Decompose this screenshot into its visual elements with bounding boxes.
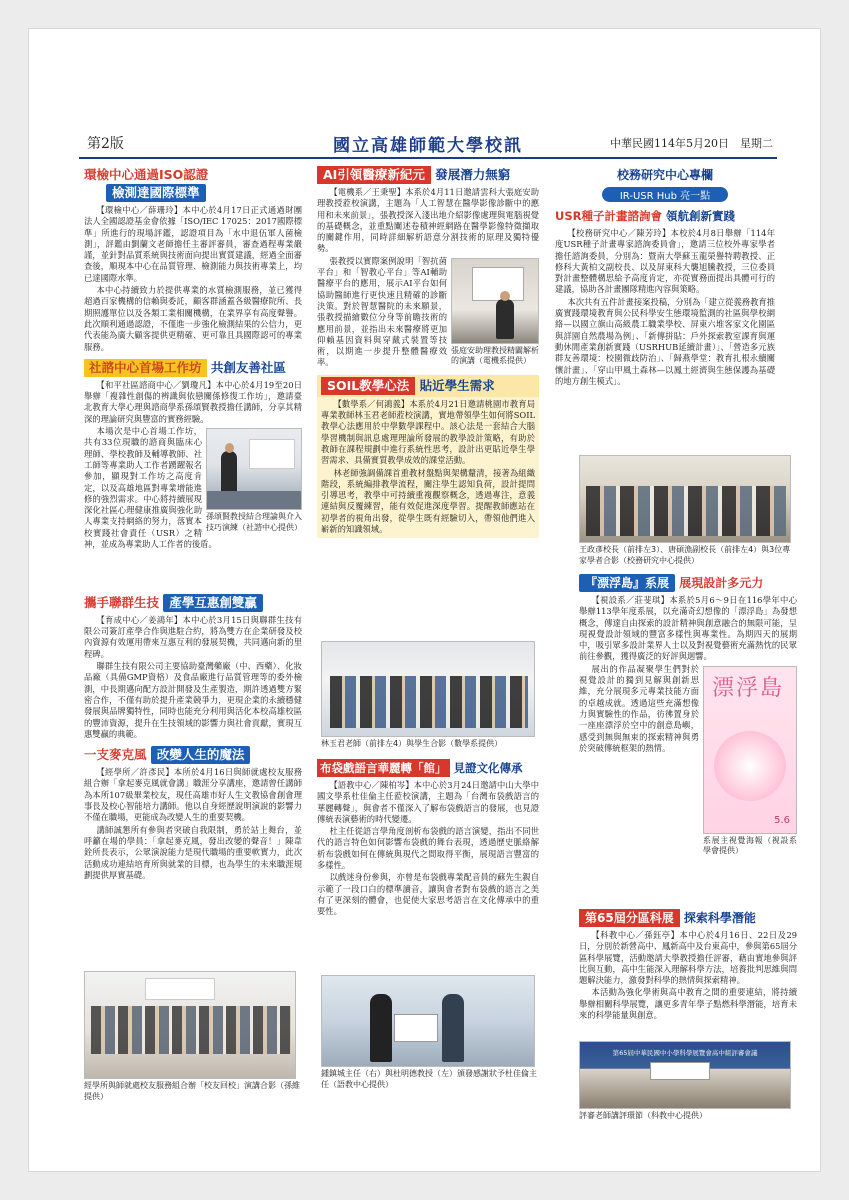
barley-headline-a: 一支麥克風 xyxy=(84,747,147,763)
paragraph: 展出的作品凝聚學生們對於視覺設計的獨到見解與創新思維，充分展現多元專業技能方面的卓越成就。透過這些充滿想像力與實驗性的作品，彷彿置身於一座座漂浮於空中的創意島嶼，感受到無與無束的探索精神與勇於突破傳統框架的熱情。 xyxy=(579,663,699,753)
paragraph: 本場次是中心首場工作坊，共有33位現職的諮商與臨床心理師、學校教師及輔導教師、社工師等專業助人工作者踴躍報名參加，顯現對工作坊之高度肯定，以及高雄地區對專業增能進修的強烈需求。中心將持續展現深化社區心理健康推廣與強化助人專業支持網絡的努力，落實本校實踐社會責任（USR）之精神，並成為專業助人工作者的後盾。 xyxy=(84,426,217,550)
puppet-article xyxy=(317,759,539,919)
soil-photo-block xyxy=(321,641,539,750)
paragraph: 【校務研究中心／陳芳玲】本校於4月8日舉辦「114年度USR種子計畫專家諮詢委員會」，邀請三位校外專家學者擔任諮詢委員，分別為：暨南大學蘇玉龍榮譽特聘教授、正修科大黃柏文副校長、以及屏東科大襲旭騰教授，三位委員對計畫整體構思給予高度肯定，亦從實務面提出具體可行的建議，協助各計畫團隊精進內容與策略。 xyxy=(555,228,775,295)
social-headline xyxy=(84,359,302,377)
paragraph: 【電機系／王秉聖】本系於4月11日邀請雲科大張庭安助理教授蒞校演講，主題為「人工智慧在醫學影像診斷中的應用和未來前景」，張教授深入淺出地介紹影像處理與電腦視覺的基礎概念，並重點闡述卷積神經網路在醫學影像特徵擷取的關鍵作用，同時詳細解析語意分割技術的原理及獨特優勢。 xyxy=(317,187,539,254)
science-headline-b: 探索科學潛能 xyxy=(683,911,756,925)
science-article xyxy=(579,909,797,1022)
social-body xyxy=(84,380,302,588)
paragraph: 【環檢中心／薛珊玲】本中心於4月17日正式通過財團法人全國認證基金會依據「ISO/IEC 17025：2017國際標準」所進行的現場評鑑，認證項目為「水中退伍軍人菌檢測」，評鑑由劉蘭文老師擔任主審評審員，審查過程專業嚴謹，並針對品質系統與技術面向提出實質建議，經過全面審查後，順現本中心在品質管理、檢測能力與技術專業上，均已達國際水準。 xyxy=(84,205,302,283)
iso-headline-b: 檢測達國際標準 xyxy=(106,184,206,202)
paragraph: 林老師強調備課首重教材盤點與架構釐清，接著為組織階段，系統編排教學流程，關注學生認知負荷，設計提問引導思考，教學中可持續重複觀察概念，透過專注，意義連結與反覆練習，能有效促進深度學習。提醒教師應站在初學者的視角出發，從學生既有經驗切入，帶領他們進入嶄新的知識領域。 xyxy=(321,467,535,535)
right-column xyxy=(555,166,775,388)
ai-photo-block xyxy=(451,258,539,370)
usr-banner-title: 校務研究中心專欄 xyxy=(616,168,713,182)
soil-headline xyxy=(317,375,539,397)
iso-body xyxy=(84,205,302,353)
usr-photo xyxy=(579,455,791,543)
drift-headline-b: 展現設計多元力 xyxy=(679,576,764,590)
paragraph: 【和平社區諮商中心／劉瓊凡】本中心於4月19至20日舉辦「複雜性創傷的辨識與依戀關係修復工作坊」，邀請臺北教育大學心理與諮商學系孫頌賢教授擔任講師，分享其精深的理論研究與豐富的實務經驗。 xyxy=(84,379,302,424)
paper-title: 國立高雄師範大學校訊 xyxy=(333,136,523,156)
drift-poster-title: 漂浮島 xyxy=(712,675,785,701)
ai-caption: 張庭安助理教授精闢解析的演講（電機系提供） xyxy=(451,345,539,366)
soil-body xyxy=(317,397,539,539)
social-headline-b: 共創友善社區 xyxy=(210,359,286,375)
paragraph: 張教授以實際案例說明「智抗菌平台」和「智教心平台」等AI輔助醫療平台的應用，展示AI平台如何協助醫師進行更快速且精確的診斷決策。對於智慧醫院的未來願景，張教授描繪數位分身等前瞻技術的應用前景，並指出未來醫療將更加仰賴基因資料與穿戴式裝置等技術，以期進一步提升整體醫療效率。 xyxy=(317,255,447,368)
puppet-photo-block xyxy=(321,975,539,1090)
ai-photo xyxy=(451,258,539,344)
soil-caption: 林玉君老師（前排左4）與學生合影（數學系提供） xyxy=(321,739,503,748)
usr-headline-b: 領航創新實踐 xyxy=(666,209,735,223)
middle-column xyxy=(317,166,539,538)
usr-banner xyxy=(555,166,775,203)
paragraph: 【育成中心／姜鴻年】本中心於3月15日與聯群生技有限公司簽訂產學合作與進駐合約，將為雙方在企業研發及校內資源有效運用帶來互惠互利的發展契機，共同邁向新的里程碑。 xyxy=(84,614,302,659)
paragraph: 杜主任從語言學角度剖析布袋戲的語言演變，指出不同世代的語言特色如何影響布袋戲的舞台表現，透過歷史脈絡解析布袋戲如何在傳統與現代之間取得平衡，展現語言豐富的多樣性。 xyxy=(317,826,539,871)
science-body xyxy=(579,930,797,1021)
newspaper-page xyxy=(28,28,821,1172)
drift-poster-block xyxy=(703,666,797,862)
paragraph: 【數學系／何鴻義】本系於4月21日邀請桃園市教育局專業教師林玉君老師蒞校演講，實地帶領學生如何將SOIL教學心法應用於中學數學課程中。該心法是一套結合大腦學習機制與訊息處理理論所發展的教學設計策略，有助於教師在課程規劃中進行系統性思考，設計出更貼近學生學習需求、具備實質教學成效的課堂活動。 xyxy=(321,398,535,466)
barley-headline-b: 改變人生的魔法 xyxy=(151,746,251,764)
paragraph: 講師誠懇所有參與者突破自我限制，勇於站上舞台，並呼籲在場的學員：「拿起麥克風，發出改變的聲音！」陳韋銓所長表示，公眾演說能力是現代職場的重要軟實力，此次活動成功連結培育所與就業的目標，也為學生的未來職涯規劃提供厚實基礎。 xyxy=(84,824,302,880)
header-rule xyxy=(79,157,777,159)
page-number: 第2版 xyxy=(87,136,124,152)
ai-body xyxy=(317,187,539,369)
social-photo-block xyxy=(206,428,302,536)
barley-photo-block xyxy=(84,971,302,1102)
soil-headline-b: 貼近學生需求 xyxy=(419,377,495,393)
paragraph: 本次共有五件計畫接案投稿，分別為「建立從義務教育推廣實踐環境教育與公民科學安生態環境監測的社區與學校網絡—以國立旗山高級農工職業學校、屏東六堆客家文化園區與詳園自然農場為例」、「新傳拼貼：戶外探索教室課育與運動休閒產業創新實踐（USRHUB延續計畫）」、「營造多元族群友善環境：校園微歧防治」、「歸燕學堂：教育扎根永續關懷計畫」、「穿山甲風土森林—以鳳土經濟與生態保護為基礎的地方創生模式」。 xyxy=(555,296,775,386)
iso-headline-a: 環檢中心通過ISO認證 xyxy=(84,167,209,182)
usr-headline-a: USR種子計畫諮詢會 xyxy=(555,209,662,223)
science-photo-block xyxy=(579,1041,797,1122)
usr-caption: 王政彥校長（前排左3）、唐碩漁副校長（前排左4）與3位專家學者合影（校務研究中心提供） xyxy=(579,545,791,565)
industry-headline-b: 產學互惠創雙贏 xyxy=(163,594,263,612)
drift-poster-date: 5.6 xyxy=(774,815,790,827)
paragraph: 本中心持續致力於提供專業的水質檢測服務，並已獲得超過百家機構的信賴與委託，顧客群涵蓋各級醫療院所、長期照護單位以及各類工業相關機構，在業界享有高度聲譽。此次順利通過認證，不僅進一步強化檢測結果的公信力，更代表能為廣大顧客提供更精確、更可靠且具國際認可的專業服務。 xyxy=(84,285,302,352)
soil-headline-a: SOIL教學心法 xyxy=(321,377,415,395)
drift-poster xyxy=(703,666,797,834)
science-banner: 第65屆中華民國中小學科學展覽會高中組評審會議 xyxy=(612,1049,758,1057)
puppet-photo xyxy=(321,975,535,1067)
paragraph: 聯群生技有限公司主要協助臺灣藥廠（中、西藥）、化妝品廠（具備GMP資格）及食品廠進行品質管理等的委外檢測，中長期邁向配方設計開發及生產製造，期許透過雙方緊密合作，不僅有助於提升產業競爭力，更現企業的永續穩健發展與品牌獨特性，同時也能充分利用與活化本校高雄校區的豐沛資源，提升在生技領域的影響力與社會貢獻，實現互惠雙贏的典範。 xyxy=(84,661,302,739)
drift-body xyxy=(579,595,797,856)
science-caption: 評審老師講評環節（科教中心提供） xyxy=(579,1111,707,1120)
drift-headline-a: 『漂浮島』系展 xyxy=(579,574,675,592)
science-headline xyxy=(579,909,797,927)
paragraph: 【科教中心／孫鈺亭】本中心於4月16日、22日及29日，分別於新營高中、鳳新高中及台東高中，參與第65屆分區科學展覽，活動邀請大學教授擔任評審，藉由實地參與評比與互動，高中生能深入理解科學方法，培養批判思維與問題解決能力，激發對科學的熱情與探索精神。 xyxy=(579,930,797,986)
drift-caption: 系展主視覺海報（視設系學會提供） xyxy=(703,835,797,856)
social-photo xyxy=(206,428,302,510)
page-header xyxy=(79,129,777,159)
ai-headline-a: AI引領醫療新紀元 xyxy=(317,166,431,184)
left-column xyxy=(84,166,302,882)
puppet-headline xyxy=(317,759,539,777)
barley-body xyxy=(84,767,302,881)
social-headline-a: 社諮中心首場工作坊 xyxy=(84,359,207,377)
social-caption: 孫頌賢教授結合理論與介入技巧演練（社諮中心提供） xyxy=(206,512,302,532)
iso-headline-b-wrap xyxy=(84,184,302,202)
issue-date: 中華民國114年5月20日 星期二 xyxy=(610,137,773,150)
puppet-headline-b: 見證文化傳承 xyxy=(453,761,523,775)
industry-headline xyxy=(84,594,302,612)
paragraph: 本活動為強化學術與高中教育之間的重要連結，將持續舉辦相關科學展覽，讓更多青年學子點燃科學潛能，培育未來的科學能量與創意。 xyxy=(579,987,797,1021)
usr-photo-block xyxy=(579,455,797,566)
barley-caption: 經學所與師就處校友服務組合辦「校友回校」演講合影（孫維提供） xyxy=(84,1081,300,1101)
soil-photo xyxy=(321,641,535,737)
barley-photo xyxy=(84,971,296,1079)
usr-body xyxy=(555,228,775,387)
paragraph: 【視設系／莊斐琪】本系於5月6～9日在116學年中心舉辦113學年度系展，以充滿奇幻想像的「漂浮島」為發想概念，傳達自由探索的設計精神與創意融合的無限可能，呈現視覺設計領域的豐富多樣性與專業性。為期四天的展期中，吸引眾多設計業界人士以及對視覺藝術充滿熱忱的民眾前往參觀，獲得廣泛的好評與迴響。 xyxy=(579,595,797,662)
drift-headline xyxy=(579,574,797,592)
usr-headline xyxy=(555,207,775,225)
science-headline-a: 第65屆分區科展 xyxy=(579,909,680,927)
paragraph: 以戲迷身份參與，亦曾是布袋戲專業配音員的蘇先生親自示範了一段口白的標準讀音，讓與會者對布袋戲的語言之美有了更深刻的體會，也促使大家思考語言在文化傳承中的重要性。 xyxy=(317,872,539,917)
science-photo xyxy=(579,1041,791,1109)
industry-body xyxy=(84,615,302,740)
paragraph: 【語教中心／陳柏岑】本中心於3月24日邀請中山大學中國文學系杜佳倫主任蒞校演講，主題為「台灣布袋戲語言的華麗轉聲」，與會者不僅深入了解布袋戲語言的發展，也見證傳統表演藝術的時代變遷。 xyxy=(317,780,539,824)
puppet-caption: 鍾鎮城主任（右）與杜明德教授（左）頒發感謝狀予杜佳倫主任（語教中心提供） xyxy=(321,1069,537,1089)
industry-headline-a: 攜手聯群生技 xyxy=(84,594,160,610)
puppet-body xyxy=(317,780,539,918)
usr-banner-sub: IR-USR Hub 亮一點 xyxy=(602,187,728,202)
drift-article xyxy=(579,574,797,862)
paragraph: 【經學所／許彥民】本所於4月16日與師就處校友服務組合辦「拿起麥克風就會講」職涯分享講座，邀請曾任講師為本所107級畢業校友，現任高雄市好人生文教協會創會理事長及校心智能培力講師。他以自身經歷說明演說的影響力不僅在職場，更能成為改變人生的重要契機。 xyxy=(84,767,302,823)
barley-headline xyxy=(84,746,302,764)
puppet-headline-a: 布袋戲語言華麗轉「館」 xyxy=(317,759,450,777)
ai-headline xyxy=(317,166,539,184)
ai-headline-b: 發展潛力無窮 xyxy=(435,167,511,182)
